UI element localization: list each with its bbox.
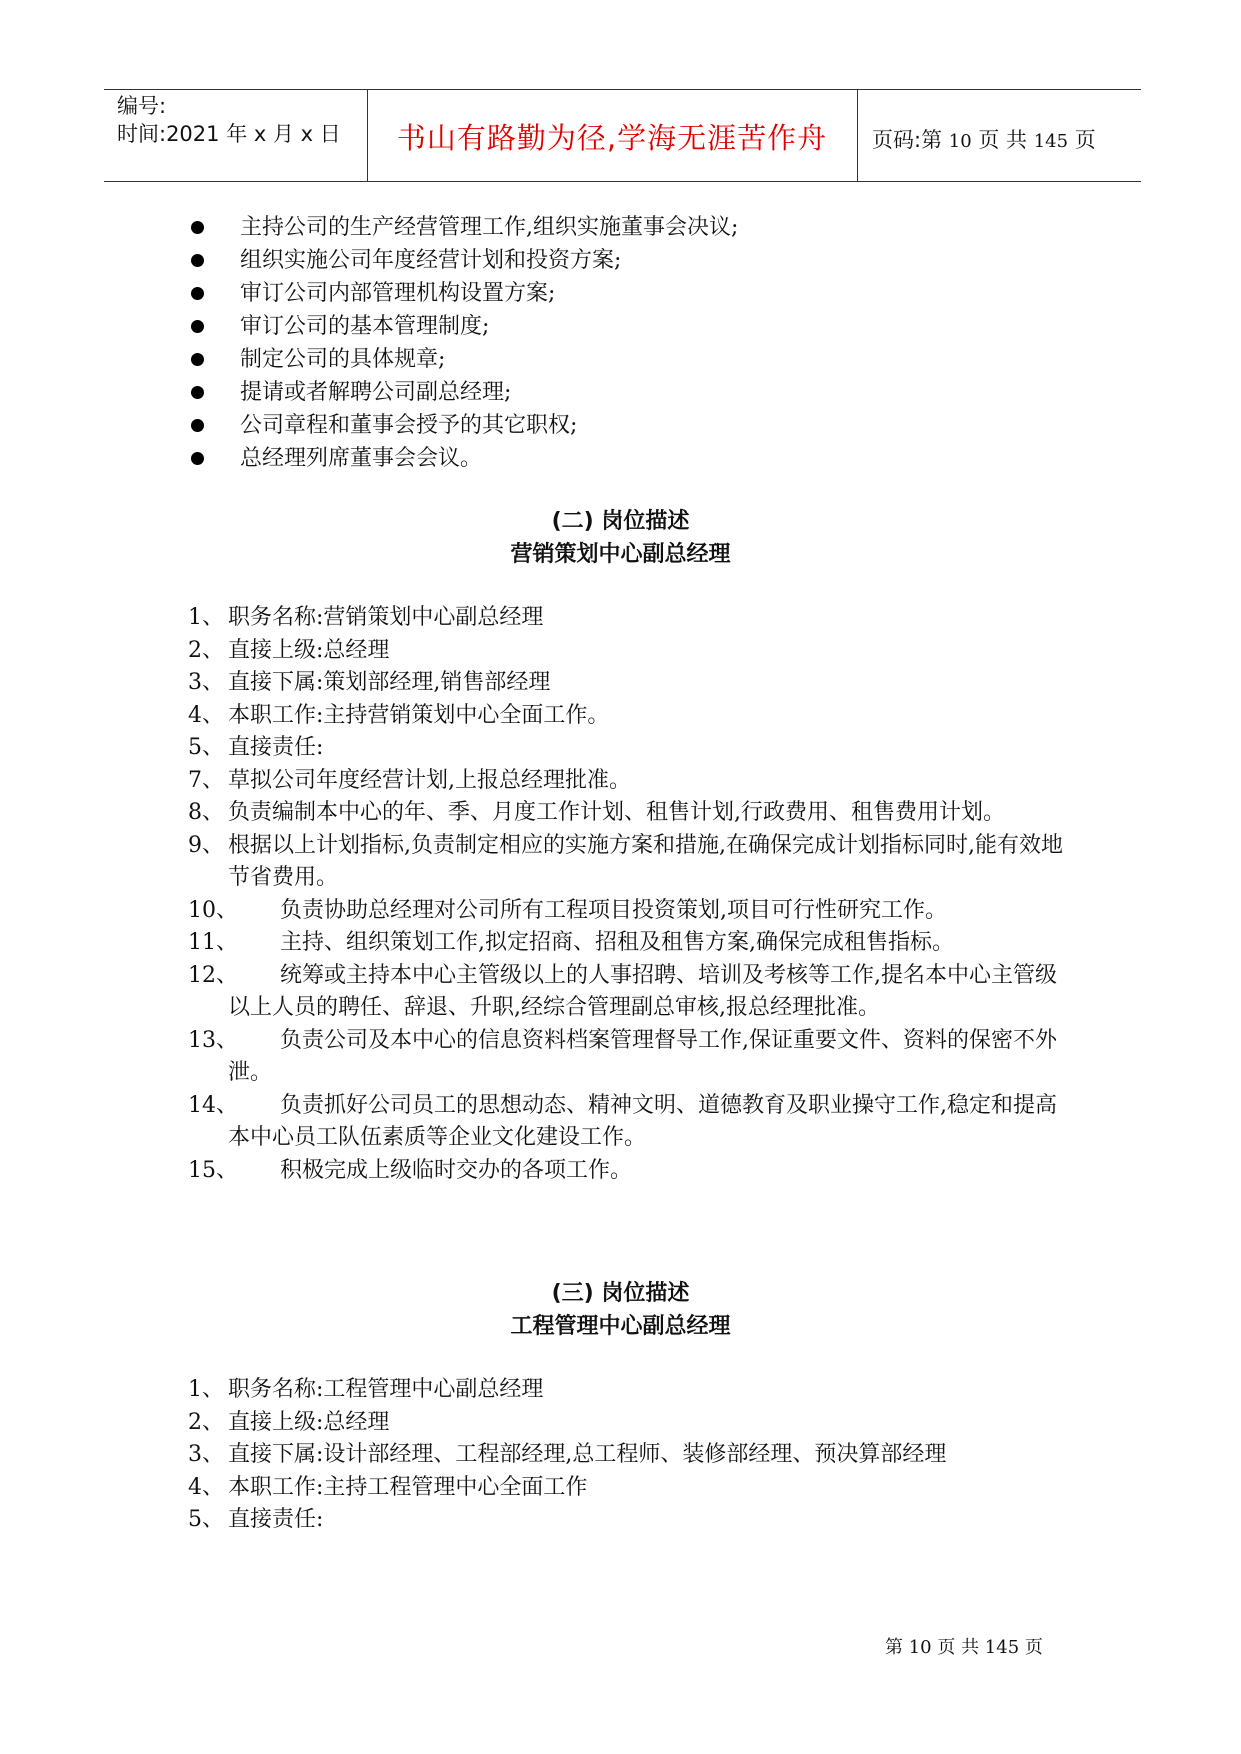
bullet-dot-icon [191,452,204,465]
bullet-item: 总经理列席董事会会议。 [186,442,738,475]
time-label: 时间:2021 年 x 月 x 日 [117,122,341,146]
header-bottom-rule [104,181,1141,182]
list-item: 8、 负责编制本中心的年、季、月度工作计划、租售计划,行政费用、租售费用计划。 [188,800,1005,825]
header-top-rule [104,89,1141,90]
bullet-item: 提请或者解聘公司副总经理; [186,376,738,409]
bullet-item: 组织实施公司年度经营计划和投资方案; [186,244,738,277]
section3-heading: (三) 岗位描述 [551,1281,690,1306]
page-mid: 页 共 [978,128,1028,152]
list-item: 7、 草拟公司年度经营计划,上报总经理批准。 [188,767,631,793]
header-meta [117,92,341,148]
section2-subheading: 营销策划中心副总经理 [510,542,731,567]
serial-label: 编号: [117,94,167,118]
list-item: 14、 负责抓好公司员工的思想动态、精神文明、道德教育及职业操守工作,稳定和提高本中心员工队伍素质等企业文化建设工作。 [188,1092,1057,1150]
bullet-item: 制定公司的具体规章; [186,343,738,376]
page-footer: 第 10 页 共 145 页 [885,1637,1043,1658]
page-suffix: 页 [1074,128,1096,152]
list-item: 13、 负责公司及本中心的信息资料档案管理督导工作,保证重要文件、资料的保密不外泄。 [188,1027,1057,1085]
list-item: 4、 本职工作:主持工程管理中心全面工作 [188,1474,588,1500]
section2-list [188,602,1068,1187]
bullet-item: 审订公司的基本管理制度; [186,310,738,343]
header-motto: 书山有路勤为径,学海无涯苦作舟 [396,121,828,155]
list-item: 12、 统筹或主持本中心主管级以上的人事招聘、培训及考核等工作,提名本中心主管级以上人员的聘任、辞退、升职,经综合管理副总审核,报总经理批准。 [188,962,1057,1020]
page-total: 145 [1033,131,1069,152]
section3-list [188,1374,1068,1537]
list-item: 5、 直接责任: [188,1507,324,1532]
list-item: 4、 本职工作:主持营销策划中心全面工作。 [188,702,610,728]
list-item: 11、 主持、组织策划工作,拟定招商、招租及租售方案,确保完成租售指标。 [188,930,954,955]
bullet-dot-icon [191,221,204,234]
bullet-dot-icon [191,254,204,267]
section3-subheading: 工程管理中心副总经理 [510,1314,731,1339]
bullet-dot-icon [191,353,204,366]
list-item: 3、 直接下属:设计部经理、工程部经理,总工程师、装修部经理、预决算部经理 [188,1442,947,1467]
page-no: 10 [948,131,972,152]
list-item: 15、 积极完成上级临时交办的各项工作。 [188,1157,633,1183]
section2-heading: (二) 岗位描述 [551,509,690,534]
header-divider-right [857,89,858,181]
bullet-item: 主持公司的生产经营管理工作,组织实施董事会决议; [186,211,738,244]
bullet-dot-icon [191,287,204,300]
bullet-dot-icon [191,386,204,399]
list-item: 9、 根据以上计划指标,负责制定相应的实施方案和措施,在确保完成计划指标同时,能有效地节省费用。 [188,832,1063,890]
list-item: 3、 直接下属:策划部经理,销售部经理 [188,670,551,695]
header-page-number [872,124,1096,154]
bullet-item: 公司章程和董事会授予的其它职权; [186,409,738,442]
list-item: 5、 直接责任: [188,735,324,760]
list-item: 2、 直接上级:总经理 [188,637,390,663]
list-item: 1、 职务名称:营销策划中心副总经理 [188,605,544,630]
page-prefix: 页码:第 [872,128,943,152]
bullet-item: 审订公司内部管理机构设置方案; [186,277,738,310]
duties-bullet-list [186,211,738,475]
list-item: 10、 负责协助总经理对公司所有工程项目投资策划,项目可行性研究工作。 [188,897,947,923]
bullet-dot-icon [191,419,204,432]
list-item: 2、 直接上级:总经理 [188,1409,390,1435]
list-item: 1、 职务名称:工程管理中心副总经理 [188,1377,544,1402]
bullet-dot-icon [191,320,204,333]
